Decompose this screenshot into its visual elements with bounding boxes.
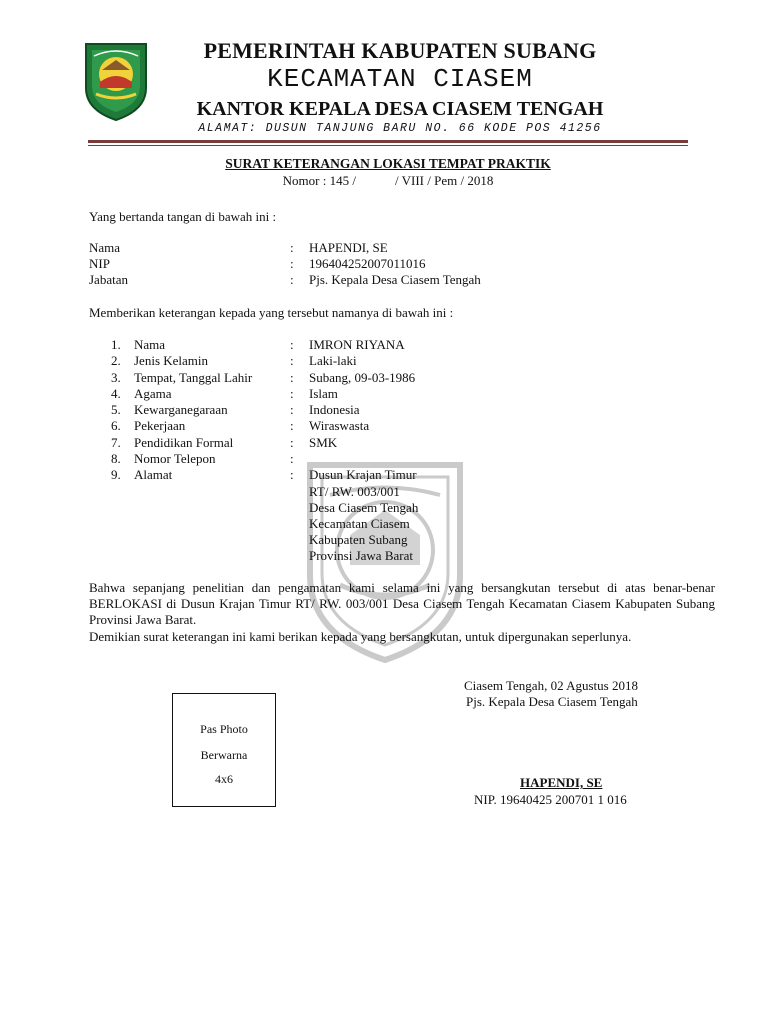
subang-regency-crest-icon [80,40,152,122]
signer-name: HAPENDI, SE [520,775,603,790]
signer-label: Jabatan [89,272,128,287]
signer-value: Pjs. Kepala Desa Ciasem Tengah [309,272,481,287]
detail-number: 7. [111,435,121,450]
detail-label: Tempat, Tanggal Lahir [134,370,253,385]
detail-value: Dusun Krajan Timur [309,467,417,482]
intro2-text: Memberikan keterangan kepada yang tersebut namanya di bawah ini : [89,305,454,320]
intro-text: Yang bertanda tangan di bawah ini : [89,209,277,224]
detail-label: Alamat [134,467,173,482]
detail-label: Agama [134,386,172,401]
colon: : [290,418,294,433]
colon: : [290,435,294,450]
photo-label: 4x6 [215,772,233,786]
signer-nip: NIP. 19640425 200701 1 016 [474,792,627,807]
colon: : [290,256,294,271]
letter-title: SURAT KETERANGAN LOKASI TEMPAT PRAKTIK [225,156,551,171]
header-office: KANTOR KEPALA DESA CIASEM TENGAH [196,98,604,120]
address-line: Desa Ciasem Tengah [309,500,419,515]
colon: : [290,402,294,417]
detail-number: 4. [111,386,121,401]
address-line: Provinsi Jawa Barat [309,548,413,563]
detail-value: Wiraswasta [309,418,370,433]
signer-label: NIP [89,256,110,271]
colon: : [290,353,294,368]
signer-label: Nama [89,240,121,255]
detail-value: Islam [309,386,338,401]
colon: : [290,370,294,385]
detail-number: 1. [111,337,121,352]
address-line: Kabupaten Subang [309,532,408,547]
colon: : [290,240,294,255]
statement-paragraph: Bahwa sepanjang penelitian dan pengamatan kami selama ini yang bersangkutan tersebut di atas benar-benar BERLOKASI di Dusun Krajan Timur RT/ RW. 003/001 Desa Ciasem Tengah Kecamatan Ciasem Kabupaten Subang Provinsi Jawa Barat. [89,580,715,627]
signer-position: Pjs. Kepala Desa Ciasem Tengah [466,694,638,709]
detail-number: 9. [111,467,121,482]
colon: : [290,272,294,287]
detail-label: Kewarganegaraan [134,402,228,417]
header-divider-thin [88,145,688,146]
detail-number: 5. [111,402,121,417]
place-date: Ciasem Tengah, 02 Agustus 2018 [464,678,638,693]
detail-label: Pekerjaan [134,418,186,433]
detail-value: Indonesia [309,402,360,417]
detail-number: 2. [111,353,121,368]
header-address: ALAMAT: DUSUN TANJUNG BARU NO. 66 KODE POS 41256 [198,122,602,135]
header-district: KECAMATAN CIASEM [267,64,533,94]
detail-number: 3. [111,370,121,385]
photo-label: Berwarna [200,748,248,762]
detail-label: Pendidikan Formal [134,435,234,450]
colon: : [290,451,294,466]
colon: : [290,386,294,401]
colon: : [290,467,294,482]
signer-value: HAPENDI, SE [309,240,388,255]
detail-value: Subang, 09-03-1986 [309,370,416,385]
detail-value: IMRON RIYANA [309,337,405,352]
detail-label: Jenis Kelamin [134,353,209,368]
photo-label: Pas Photo [200,722,248,736]
header-government: PEMERINTAH KABUPATEN SUBANG [203,38,597,63]
header-divider-thick [88,140,688,143]
colon: : [290,337,294,352]
signer-value: 196404252007011016 [309,256,426,271]
photo-placeholder [172,693,276,807]
letter-number: Nomor : 145 / / VIII / Pem / 2018 [282,173,494,188]
detail-value: SMK [309,435,338,450]
detail-label: Nama [134,337,166,352]
address-line: RT/ RW. 003/001 [309,484,400,499]
detail-label: Nomor Telepon [134,451,216,466]
detail-value: Laki-laki [309,353,357,368]
address-line: Kecamatan Ciasem [309,516,410,531]
detail-number: 6. [111,418,121,433]
detail-number: 8. [111,451,121,466]
closing-text: Demikian surat keterangan ini kami berikan kepada yang bersangkutan, untuk dipergunakan seperlunya. [89,629,632,644]
